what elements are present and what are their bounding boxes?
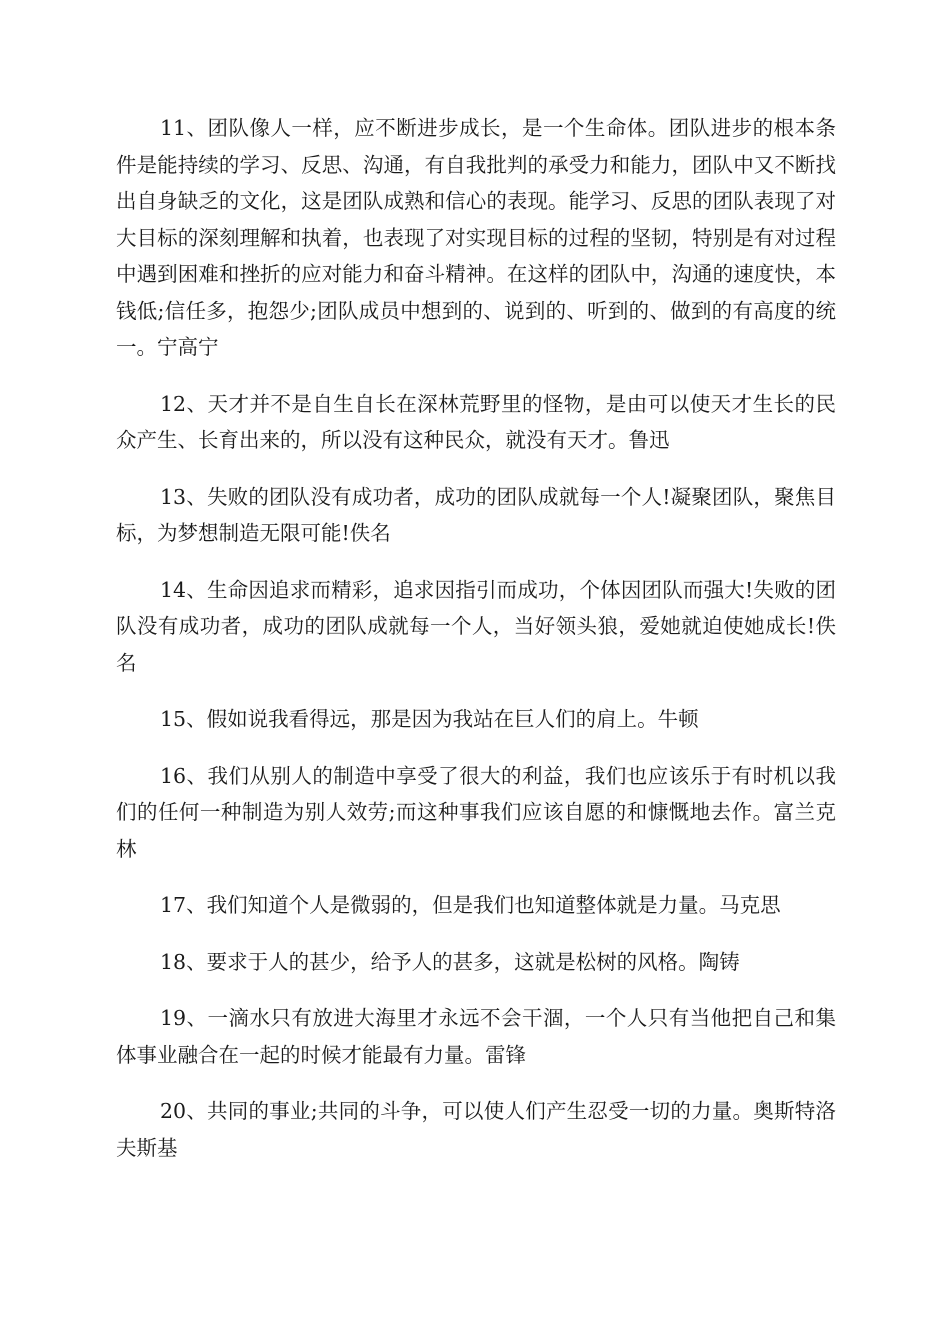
quote-paragraph-16: 16、我们从别人的制造中享受了很大的利益，我们也应该乐于有时机以我们的任何一种制造为别人效劳;而这种事我们应该自愿的和慷慨地去作。富兰克林: [116, 763, 836, 861]
quote-paragraph-19: 19、一滴水只有放进大海里才永远不会干涸，一个人只有当他把自己和集体事业融合在一起的时候才能最有力量。雷锋: [116, 1006, 836, 1067]
document-body: [116, 110, 836, 1186]
quote-paragraph-18: 18、要求于人的甚少，给予人的甚多，这就是松树的风格。陶铸: [160, 949, 740, 974]
quote-paragraph-20: 20、共同的事业;共同的斗争，可以使人们产生忍受一切的力量。奥斯特洛夫斯基: [116, 1099, 836, 1160]
quote-paragraph-14: 14、生命因追求而精彩，追求因指引而成功，个体因团队而强大!失败的团队没有成功者，成功的团队成就每一个人，当好领头狼，爱她就迫使她成长!佚名: [116, 577, 836, 675]
quote-paragraph-13: 13、失败的团队没有成功者，成功的团队成就每一个人!凝聚团队，聚焦目标，为梦想制造无限可能!佚名: [116, 484, 836, 545]
quote-paragraph-11: 11、团队像人一样，应不断进步成长，是一个生命体。团队进步的根本条件是能持续的学习、反思、沟通，有自我批判的承受力和能力，团队中又不断找出自身缺乏的文化，这是团队成熟和信心的表现。能学习、反思的团队表现了对大目标的深刻理解和执着，也表现了对实现目标的过程的坚韧，特别是有对过程中遇到困难和挫折的应对能力和奋斗精神。在这样的团队中，沟通的速度快，本钱低;信任多，抱怨少;团队成员中想到的、说到的、听到的、做到的有高度的统一。宁高宁: [116, 116, 836, 359]
quote-paragraph-15: 15、假如说我看得远，那是因为我站在巨人们的肩上。牛顿: [160, 707, 699, 731]
quote-paragraph-12: 12、天才并不是自生自长在深林荒野里的怪物，是由可以使天才生长的民众产生、长育出来的，所以没有这种民众，就没有天才。鲁迅: [116, 391, 836, 452]
quote-paragraph-17: 17、我们知道个人是微弱的，但是我们也知道整体就是力量。马克思: [160, 893, 781, 917]
